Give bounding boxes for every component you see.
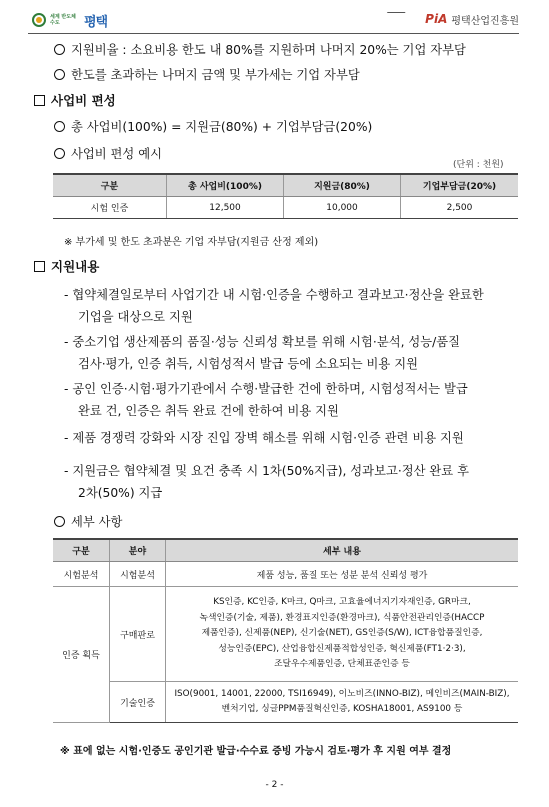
detail-line: KS인증, KC인증, K마크, Q마크, 고효율에너지기자재인증, GR마크, <box>213 597 471 608</box>
table-cell: 12,500 <box>167 197 284 219</box>
header-cell: 세부 내용 <box>166 539 519 562</box>
detail-line: 조달우수제품인증, 단체표준인증 등 <box>274 659 410 670</box>
header-tab-divider <box>368 12 405 35</box>
budget-heading-text: 사업비 편성 <box>51 93 116 108</box>
budget-heading <box>34 93 116 109</box>
header-cell: 총 사업비(100%) <box>167 174 284 197</box>
circle-bullet-icon <box>54 148 65 159</box>
circle-bullet-icon <box>54 121 65 132</box>
circle-bullet-icon <box>54 516 65 527</box>
table-cell: 시험분석 <box>110 562 166 587</box>
table-cell: 제품 성능, 품질 또는 성분 분석 신뢰성 평가 <box>166 562 519 587</box>
table-cell: 10,000 <box>284 197 401 219</box>
excess-text: 한도를 초과하는 나머지 금액 및 부가세는 기업 자부담 <box>71 68 360 82</box>
header-cell: 지원금(80%) <box>284 174 401 197</box>
support-item: - 제품 경쟁력 강화와 시장 진입 장벽 해소를 위해 시험·인증 관련 비용 지원 <box>64 431 464 445</box>
table-row <box>53 562 518 587</box>
table-cell: 시험분석 <box>53 562 110 587</box>
detail-line: 벤처기업, 싱글PPM품질혁신인증, KOSHA18001, AS9100 등 <box>221 704 463 714</box>
detail-line: 녹색인증(기술, 제품), 환경표지인증(환경마크), 식품안전관리인증(HACCP <box>199 612 485 623</box>
detail-title-line <box>54 514 122 530</box>
support-item: - 지원금은 협약체결 및 요건 충족 시 1차(50%지급), 성과보고·정산 완료 후 <box>64 464 469 478</box>
support-heading <box>34 259 99 275</box>
unit-label: (단위 : 천원) <box>453 160 504 170</box>
excess-line <box>54 67 360 83</box>
org-name: 평택산업진흥원 <box>451 15 519 27</box>
table-cell: 인증 획득 <box>53 587 110 723</box>
detail-line: ISO(9001, 14001, 22000, TSI16949), 이노비즈(INNO-BIZ), 메인비즈(MAIN-BIZ), <box>174 688 510 699</box>
table-row <box>53 682 518 723</box>
header-cell: 구분 <box>53 174 167 197</box>
detail-line: 제품인증), 신제품(NEP), 신기술(NET), GS인증(S/W), ICT융합품질인증, <box>201 628 483 639</box>
budget-note: ※ 부가세 및 한도 초과분은 기업 자부담(지원금 산정 제외) <box>64 237 319 248</box>
logo-tagline: 세계 반도체 수도 <box>50 14 76 26</box>
detail-title-text: 세부 사항 <box>71 515 123 529</box>
detail-table <box>53 538 518 723</box>
table-cell: 기술인증 <box>110 682 166 723</box>
square-bullet-icon <box>34 261 45 272</box>
support-item: - 공인 인증·시험·평가기관에서 수행·발급한 건에 한하며, 시험성적서는 발급 <box>64 382 468 396</box>
circle-bullet-icon <box>54 44 65 55</box>
circle-bullet-icon <box>54 69 65 80</box>
city-logo-icon <box>32 13 46 27</box>
table-row <box>53 587 518 682</box>
table-cell <box>166 587 519 682</box>
budget-example-text: 사업비 편성 예시 <box>71 147 162 161</box>
page-number: - 2 - <box>265 780 284 790</box>
support-ratio-text: 지원비율 : 소요비용 한도 내 80%를 지원하며 나머지 20%는 기업 자부담 <box>71 43 466 57</box>
table-header-row <box>53 539 518 562</box>
support-ratio-line <box>54 42 466 58</box>
header-cell: 구분 <box>53 539 110 562</box>
logo-city-name: 평택 <box>84 14 108 30</box>
final-note: ※ 표에 없는 시험·인증도 공인기관 발급·수수료 증빙 가능시 검토·평가 후 지원 여부 결정 <box>60 746 452 757</box>
header-org <box>425 9 519 29</box>
header-cell: 분야 <box>110 539 166 562</box>
budget-table <box>53 173 518 219</box>
support-item-cont: 검사·평가, 인증 취득, 시험성적서 발급 등에 소요되는 비용 지원 <box>78 357 418 371</box>
support-item: - 중소기업 생산제품의 품질·성능 신뢰성 확보를 위해 시험·분석, 성능/품질 <box>64 335 461 349</box>
budget-example-line <box>54 146 162 162</box>
table-cell: 구매판로 <box>110 587 166 682</box>
header-logo <box>32 9 107 31</box>
table-header-row <box>53 174 518 197</box>
support-item-cont: 완료 건, 인증은 취득 완료 건에 한하여 비용 지원 <box>78 404 339 418</box>
total-budget-text: 총 사업비(100%) = 지원금(80%) + 기업부담금(20%) <box>71 120 373 134</box>
support-item: - 협약체결일로부터 사업기간 내 시험·인증을 수행하고 결과보고·정산을 완료한 <box>64 288 484 302</box>
org-logo-icon: PiA <box>425 12 448 26</box>
table-cell <box>166 682 519 723</box>
total-budget-line <box>54 119 372 135</box>
header-cell: 기업부담금(20%) <box>401 174 519 197</box>
support-item-cont: 기업을 대상으로 지원 <box>78 310 193 324</box>
table-cell: 시험 인증 <box>53 197 167 219</box>
support-item-cont: 2차(50%) 지급 <box>78 486 163 500</box>
square-bullet-icon <box>34 95 45 106</box>
detail-line: 성능인증(EPC), 산업융합신제품적합성인증, 혁신제품(FT1·2·3), <box>218 643 466 654</box>
table-cell: 2,500 <box>401 197 519 219</box>
header-rule <box>28 33 519 34</box>
table-row <box>53 197 518 219</box>
support-heading-text: 지원내용 <box>51 259 100 274</box>
